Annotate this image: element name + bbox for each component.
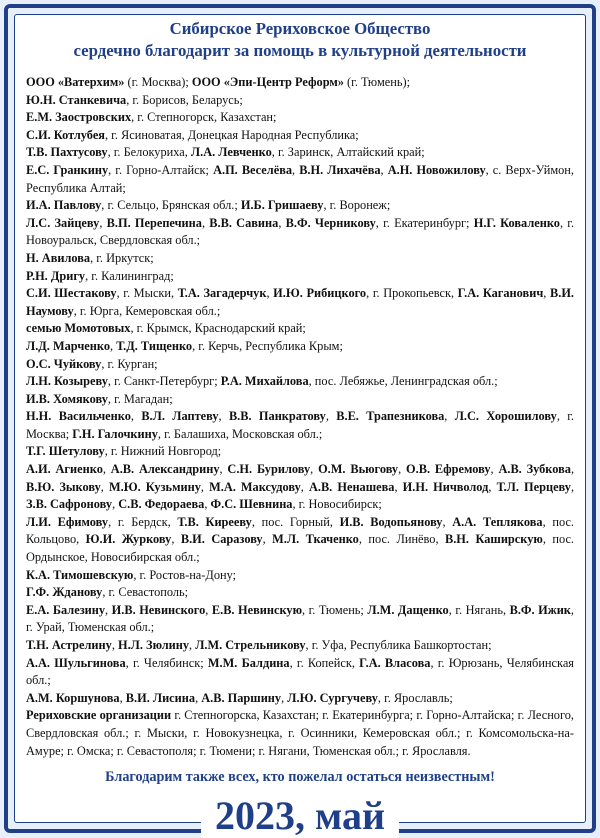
location-text: , г. Уфа, Республика Башкортостан; [305,638,492,652]
recipient-name: Ф.С. Шевнина [210,497,293,512]
recipient-name: Р.Н. Дригу [26,268,86,283]
location-text: , [205,602,212,617]
recipient-name: В.И. Саразову [180,532,263,547]
recipient-name: О.С. Чуйкову [26,356,102,371]
recipient-name: Н. Авилова [26,250,91,265]
list-item [26,637,574,655]
recipient-name: Г.Н. Галочкину [72,426,158,441]
recipient-name: ООО «Эпи-Центр Реформ» [191,75,344,89]
list-item [26,197,574,215]
recipient-name: В.Л. Лаптеву [141,409,219,424]
recipient-name: А.А. Теплякова [452,514,543,529]
recipient-name: А.Н. Новожилову [387,162,486,177]
location-text: , г. Екатеринбург; [375,215,474,230]
recipient-name: Л.С. Зайцеву [26,215,100,230]
location-text: , г. Сельцо, Брянская обл.; [101,198,241,213]
recipient-name: Л.А. Левченко [190,145,272,160]
recipient-name: Ю.Н. Станкевича [26,92,127,107]
recipient-name: ООО «Ватерхим» [26,75,125,89]
recipient-name: К.А. Тимошевскую [26,567,134,582]
closing-thanks: Благодарим также всех, кто пожелал остаться неизвестным! [105,769,495,786]
location-text: , г. Борисов, Беларусь; [126,92,243,107]
recipient-name: В.И. Наумову [26,286,575,318]
list-item [26,162,574,197]
recipient-name: В.В. Савина [209,215,279,230]
location-text: , [292,162,300,177]
list-item [26,584,574,602]
list-item [26,74,574,92]
location-text: г. Степногорска, Казахстан; г. Екатеринбурга; г. Горно-Алтайска; г. Лесного, Свердловская обл.; г. Мыски, г. Новокузнецка, г. Осинники, Кемеровская обл.; г. Комсомольска-на-Амуре; г. Омска; г. Севастополя; г. Тюмени; г. Нягани, Тюменская обл.; г. Ярославля. [26,708,574,758]
recipient-name: З.В. Сафронову [26,497,113,512]
recipient-name: Л.С. Хорошилову [454,409,557,424]
recipient-name: И.Б. Гришаеву [240,198,324,213]
location-text: , [394,479,403,494]
list-item [26,356,574,374]
location-text: , г. Новоуральск, Свердловская обл.; [26,215,575,248]
recipient-name: С.И. Котлубея [26,127,105,142]
location-text: , [444,409,455,424]
location-text: , пос. Кольцово, [26,514,575,547]
list-item [26,567,574,585]
location-text: , г. Ярославль; [377,690,453,705]
location-text: , г. Нягань, [448,602,510,617]
location-text: , г. Тюмень; [302,602,368,617]
recipient-name: Ю.И. Журкову [85,532,172,547]
recipient-name: Н.Н. Васильченко [26,409,131,424]
list-item [26,408,574,443]
recipient-name: В.Ю. Зыкову [26,479,101,494]
location-text: , [111,638,118,652]
location-text: , г. Степногорск, Казахстан; [131,110,277,125]
location-text: , г. Курган; [101,356,158,371]
recipient-name: Т.В. Кирееву [177,514,252,529]
location-text: , [278,215,286,230]
recipient-name: Г.А. Каганович [457,286,544,301]
list-item [26,655,574,690]
location-text: , г. Магадан; [107,391,173,406]
recipient-name: М.М. Балдина [207,655,290,670]
recipient-name: Л.Д. Марченко [26,338,111,353]
list-item [26,373,574,391]
recipient-name: С.И. Шестакову [26,286,117,301]
list-item [26,443,574,461]
location-text: , г. Воронеж; [323,198,391,213]
recipient-name: Рериховские организации [26,708,172,723]
location-text: , г. Калининград; [85,268,174,283]
location-text: , [100,479,109,494]
list-item [26,127,574,145]
recipient-name: Т.Л. Перцеву [496,479,571,494]
location-text: , [105,602,112,617]
location-text: , [398,462,407,477]
title-line-1: Сибирское Рериховское Общество [169,19,431,38]
location-text: , г. Юрюзань, Челябинская обл.; [26,655,574,688]
recipient-name: А.В. Паршину [201,690,282,705]
recipient-name: М.А. Максудову [209,479,301,494]
location-text: , [570,479,575,494]
location-text: , [102,462,111,477]
location-text: (г. Тюмень); [343,75,411,89]
recipient-name: И.В. Хомякову [26,391,108,406]
list-item [26,109,574,127]
location-text: , [488,479,497,494]
recipient-name: А.П. Веселёва [213,162,293,177]
location-text: , г. Копейск, [289,655,360,670]
location-text: , пос. Горный, [251,514,340,529]
location-text: , пос. Линёво, [358,532,445,547]
recipient-name: Т.А. Загадерчук [177,286,267,301]
list-item [26,514,574,567]
location-text: , г. Бердск, [108,514,178,529]
recipient-name: Н.Л. Зюлину [118,638,190,652]
location-text: , [570,462,575,477]
location-text: , с. Верх-Уймон, Республика Алтай; [26,162,574,195]
location-text: , г. Балашиха, Московская обл.; [157,426,323,441]
date-band [0,787,600,838]
recipient-name: А.В. Ненашева [308,479,395,494]
location-text: , г. Санкт-Петербург; [107,374,221,389]
recipient-name: Л.М. Стрельникову [195,638,306,652]
list-item [26,92,574,110]
recipient-name: А.В. Зубкова [498,462,571,477]
recipient-name: В.И. Лисина [125,690,196,705]
recipient-name: О.В. Ефремову [406,462,491,477]
date-label: 2023, май [201,794,399,838]
list-item [26,707,574,760]
recipient-name: А.М. Коршунова [26,690,120,705]
recipient-name: М.Л. Ткаченко [272,532,359,547]
recipient-name: В.Н. Лихачёва [299,162,381,177]
location-text: , [490,462,499,477]
location-text: , г. Новосибирск; [292,497,382,512]
recipient-name: В.Н. Каширскую [444,532,543,547]
list-item [26,391,574,409]
recipient-name: Е.С. Гранкину [26,162,109,177]
recipient-name: Т.В. Пахтусову [26,145,108,160]
recipient-name: О.М. Вьюгову [318,462,399,477]
location-text: , г. Мыски, [116,286,178,301]
list-item [26,215,574,250]
list-item [26,338,574,356]
recipient-name: Г.Ф. Жданову [26,585,103,600]
location-text: , [218,409,229,424]
recipient-name: Л.М. Дащенко [367,602,449,617]
location-text: , г. Иркутск; [90,250,154,265]
location-text: , [112,497,119,512]
location-text: , [281,690,288,705]
recipient-name: В.В. Панкратову [228,409,326,424]
recipient-name: Т.Д. Тищенко [116,338,193,353]
location-text: , [99,215,107,230]
list-item [26,461,574,514]
list-item [26,690,574,708]
location-text: , [195,690,202,705]
location-text: , г. Заринск, Алтайский край; [271,145,425,160]
location-text: , [310,462,319,477]
list-item [26,285,574,320]
location-text: , [189,638,196,652]
location-text: , г. Нижний Новгород; [104,444,222,459]
location-text: , [442,514,453,529]
location-text: , [300,479,309,494]
location-text: , г. Севастополь; [102,585,189,600]
location-text: , [110,338,117,353]
content [26,18,574,800]
list-item [26,144,574,162]
recipient-name: М.Ю. Кузьмину [108,479,201,494]
location-text: , г. Горно-Алтайск; [108,162,214,177]
recipient-name: Л.И. Ефимову [26,514,109,529]
recipient-name: И.Ю. Рибицкого [273,286,367,301]
location-text: , [204,497,211,512]
recipient-name: В.Е. Трапезникова [336,409,445,424]
location-text: , пос. Ордынское, Новосибирская обл.; [26,532,575,565]
recipient-name: Н.Г. Коваленко [473,215,560,230]
recipient-name: Л.Ю. Сургучеву [287,690,378,705]
location-text: , [543,286,550,301]
location-text: , [171,532,181,547]
title-line-2: сердечно благодарит за помощь в культурной деятельности [73,41,527,60]
recipient-name: В.Ф. Ижик [509,602,571,617]
location-text: , [119,690,126,705]
location-text: , [130,409,142,424]
recipient-name: Е.А. Балезину [26,602,106,617]
recipient-name: В.Ф. Черникову [285,215,376,230]
location-text: , [266,286,274,301]
location-text: , г. Москва; [26,409,575,441]
location-text: , г. Ростов-на-Дону; [133,567,237,582]
location-text: , [201,215,210,230]
recipient-name: И.В. Невинского [111,602,206,617]
location-text: , [219,462,228,477]
recipient-name: Е.В. Невинскую [211,602,303,617]
list-item [26,250,574,268]
recipient-name: семью Момотовых [26,321,131,336]
location-text: , г. Урай, Тюменская обл.; [26,602,575,635]
location-text: , [380,162,388,177]
recipient-name: А.В. Александрину [110,462,220,477]
location-text: , г. Белокуриха, [107,145,191,160]
recipient-name: Л.Н. Козыреву [26,374,108,389]
gratitude-list [26,74,574,760]
recipient-name: Г.А. Власова [359,655,431,670]
location-text: , г. Челябинск; [125,655,208,670]
location-text: (г. Москва); [124,75,192,89]
recipient-name: И.Н. Ничволод [402,479,489,494]
location-text: , [325,409,337,424]
recipient-name: И.А. Павлову [26,198,102,213]
list-item [26,602,574,637]
recipient-name: В.П. Перепечина [106,215,202,230]
recipient-name: Р.А. Михайлова [220,374,309,389]
recipient-name: А.А. Шульгинова [26,655,126,670]
location-text: , [200,479,210,494]
list-item [26,320,574,338]
location-text: , г. Ясиноватая, Донецкая Народная Республика; [104,127,359,142]
location-text: , [262,532,273,547]
recipient-name: С.В. Федораева [118,497,205,512]
location-text: , г. Прокопьевск, [366,286,458,301]
recipient-name: Т.Г. Шетулову [26,444,105,459]
recipient-name: Т.Н. Астрелину [26,638,112,652]
recipient-name: И.В. Водопьянову [339,514,443,529]
recipient-name: А.И. Агиенко [26,462,103,477]
recipient-name: С.Н. Бурилову [227,462,311,477]
list-item [26,268,574,286]
recipient-name: Е.М. Заостровских [26,110,132,125]
location-text: , г. Керчь, Республика Крым; [192,338,343,353]
location-text: , пос. Лебяжье, Ленинградская обл.; [308,374,498,389]
location-text: , г. Юрга, Кемеровская обл.; [73,303,221,318]
location-text: , г. Крымск, Краснодарский край; [130,321,306,336]
